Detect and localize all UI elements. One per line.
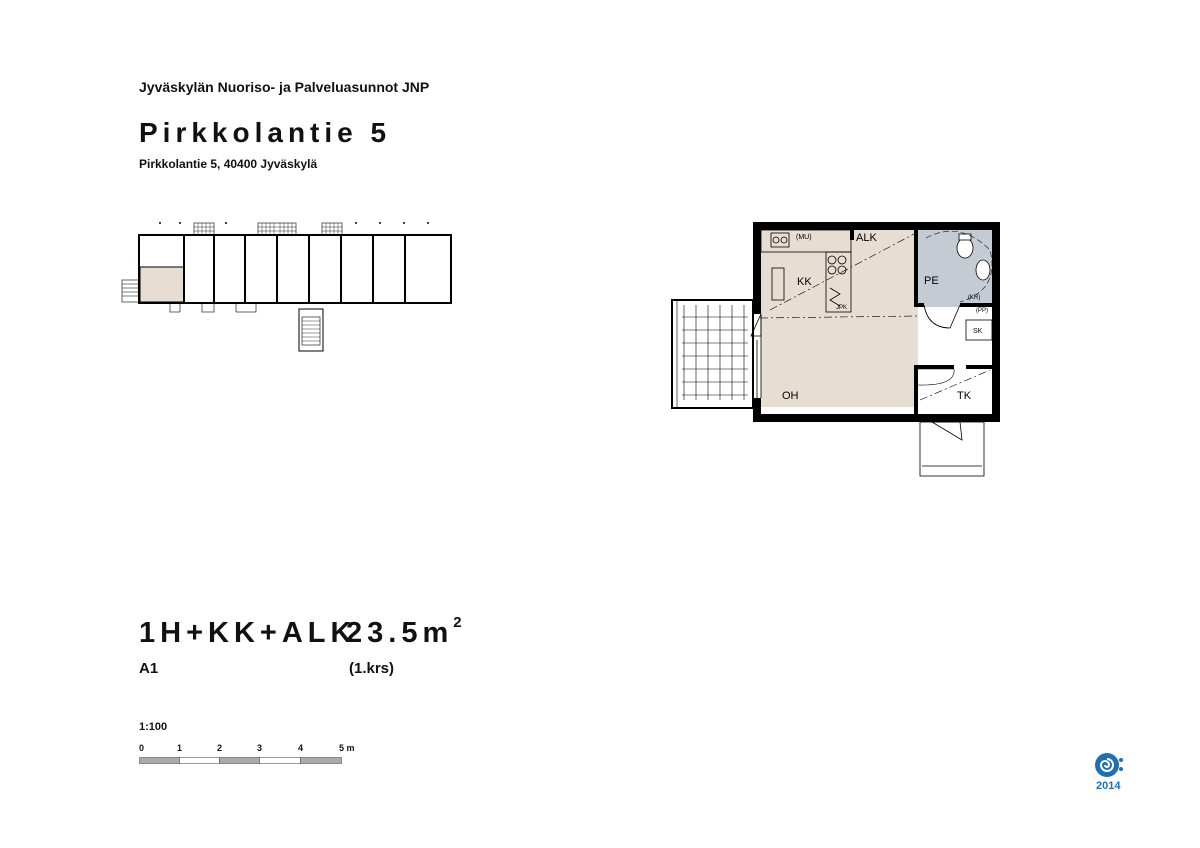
room-label-sk: SK — [973, 328, 983, 335]
area-value: 23.5m — [346, 617, 454, 649]
apartment-floor-plan — [660, 210, 1020, 485]
building-key-plan — [110, 214, 470, 360]
organization-name: Jyväskylän Nuoriso- ja Palveluasunnot JNP — [139, 79, 430, 95]
room-label-alk: ALK — [856, 232, 877, 244]
scale-tick-5: 5 m — [339, 743, 355, 753]
logo-year: 2014 — [1096, 780, 1121, 792]
property-address: Pirkkolantie 5, 40400 Jyväskylä — [139, 157, 318, 171]
scale-tick-2: 2 — [217, 743, 223, 753]
apartment-type: 1H+KK+ALK — [139, 617, 357, 649]
fixture-label-mu: (MU) — [796, 234, 812, 241]
room-label-pe: PE — [924, 275, 939, 287]
property-title: Pirkkolantie 5 — [139, 117, 392, 148]
fixture-label-pp: (PP) — [976, 308, 988, 314]
apartment-floor: (1.krs) — [349, 660, 395, 677]
scale-tick-4: 4 — [298, 743, 304, 753]
fixture-label-kr: (KR) — [968, 295, 981, 301]
area-unit-exponent: 2 — [453, 614, 462, 632]
room-label-oh: OH — [782, 390, 799, 402]
room-label-tk: TK — [957, 390, 972, 402]
apartment-id: A1 — [139, 660, 159, 677]
scale-tick-3: 3 — [257, 743, 263, 753]
apartment-area — [346, 614, 462, 650]
scale-tick-1: 1 — [177, 743, 183, 753]
fixture-label-jpk: JPK — [836, 305, 848, 311]
scale-bar — [139, 757, 344, 765]
room-label-kk: KK — [797, 276, 812, 288]
scale-label: 1:100 — [139, 721, 168, 733]
scale-tick-0: 0 — [139, 743, 145, 753]
jnp-spiral-logo-icon — [1094, 751, 1126, 779]
